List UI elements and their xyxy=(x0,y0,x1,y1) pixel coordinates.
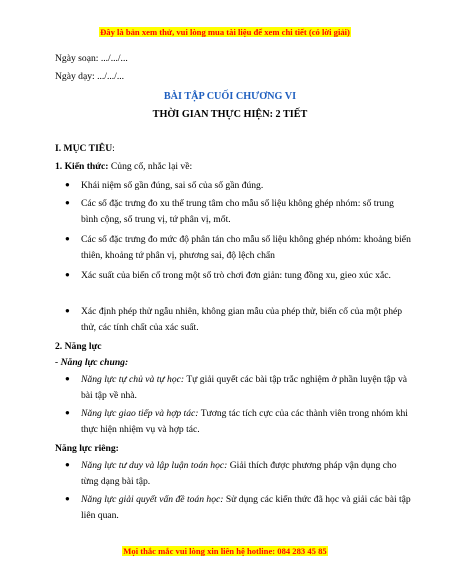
knowledge-item-text: Các số đặc trưng đo xu thế trung tâm cho mẫu số liệu không ghép nhóm: số trung bình cộng, số trung vị, tứ phân vị, mốt. xyxy=(81,198,394,225)
bullet-icon: ● xyxy=(65,306,70,315)
hotline-banner xyxy=(0,545,450,557)
competence-label: Năng lực tự chủ và tự học: xyxy=(81,374,185,385)
preview-banner xyxy=(0,26,450,38)
competence-label: Năng lực giao tiếp và hợp tác: xyxy=(81,408,199,419)
bullet-icon: ● xyxy=(65,270,70,279)
section-objectives xyxy=(55,142,115,155)
document-title: BÀI TẬP CUỐI CHƯƠNG VI xyxy=(163,91,297,102)
general-competence-heading: - Năng lực chung: xyxy=(55,357,129,368)
section-objectives-colon: : xyxy=(112,143,115,154)
competence-label: Năng lực giải quyết vấn đề toán học: xyxy=(81,494,224,505)
prep-date: Ngày soạn: .../.../... xyxy=(55,53,128,64)
preview-banner-text: Đây là bản xem thử, vui lòng mua tài liệu để xem chi tiết (có lời giải) xyxy=(100,27,350,37)
bullet-icon: ● xyxy=(65,494,70,503)
bullet-icon: ● xyxy=(65,460,70,469)
document-subtitle: THỜI GIAN THỰC HIỆN: 2 TIẾT xyxy=(152,109,308,120)
bullet-icon: ● xyxy=(65,198,70,207)
competence-text: Giải thích được phương pháp vận dụng cho từng dạng bài tập. xyxy=(81,460,397,487)
bullet-icon: ● xyxy=(65,234,70,243)
knowledge-item-text: Xác định phép thử ngẫu nhiên, không gian mẫu của phép thử, biến cố của một phép thử, các tính chất của xác suất. xyxy=(81,306,403,333)
competence-text: Tương tác tích cực của các thành viên trong nhóm khi thực hiện nhiệm vụ và hợp tác. xyxy=(81,408,408,435)
knowledge-item-text: Khái niệm số gần đúng, sai số của số gần đúng. xyxy=(81,180,264,191)
competence-text: Sử dụng các kiến thức đã học và giải các bài tập liên quan. xyxy=(81,494,411,521)
competence-label: Năng lực tư duy và lập luận toán học: xyxy=(81,460,228,471)
teach-date: Ngày dạy: .../.../... xyxy=(55,71,125,82)
hotline-banner-text: Mọi thắc mắc vui lòng xin liên hệ hotline: 084 283 45 85 xyxy=(123,546,327,556)
bullet-icon: ● xyxy=(65,180,70,189)
knowledge-line xyxy=(55,160,192,173)
competence-heading: 2. Năng lực xyxy=(55,341,102,352)
bullet-icon: ● xyxy=(65,408,70,417)
bullet-icon: ● xyxy=(65,374,70,383)
knowledge-intro: Củng cố, nhắc lại về: xyxy=(108,161,193,172)
competence-text: Tự giải quyết các bài tập trắc nghiệm ở phần luyện tập và bài tập về nhà. xyxy=(81,374,408,401)
knowledge-item-text: Xác suất của biến cố trong một số trò chơi đơn giản: tung đồng xu, gieo xúc xắc. xyxy=(81,270,391,281)
specific-competence-heading: Năng lực riêng: xyxy=(55,443,119,454)
knowledge-item-text: Các số đặc trưng đo mức độ phân tán cho mẫu số liệu không ghép nhóm: khoảng biến thiên, khoảng tứ phân vị, phương sai, độ lệch chẩn xyxy=(81,234,411,261)
knowledge-heading: 1. Kiến thức: xyxy=(55,161,109,172)
section-objectives-label: I. MỤC TIÊU xyxy=(55,143,113,154)
